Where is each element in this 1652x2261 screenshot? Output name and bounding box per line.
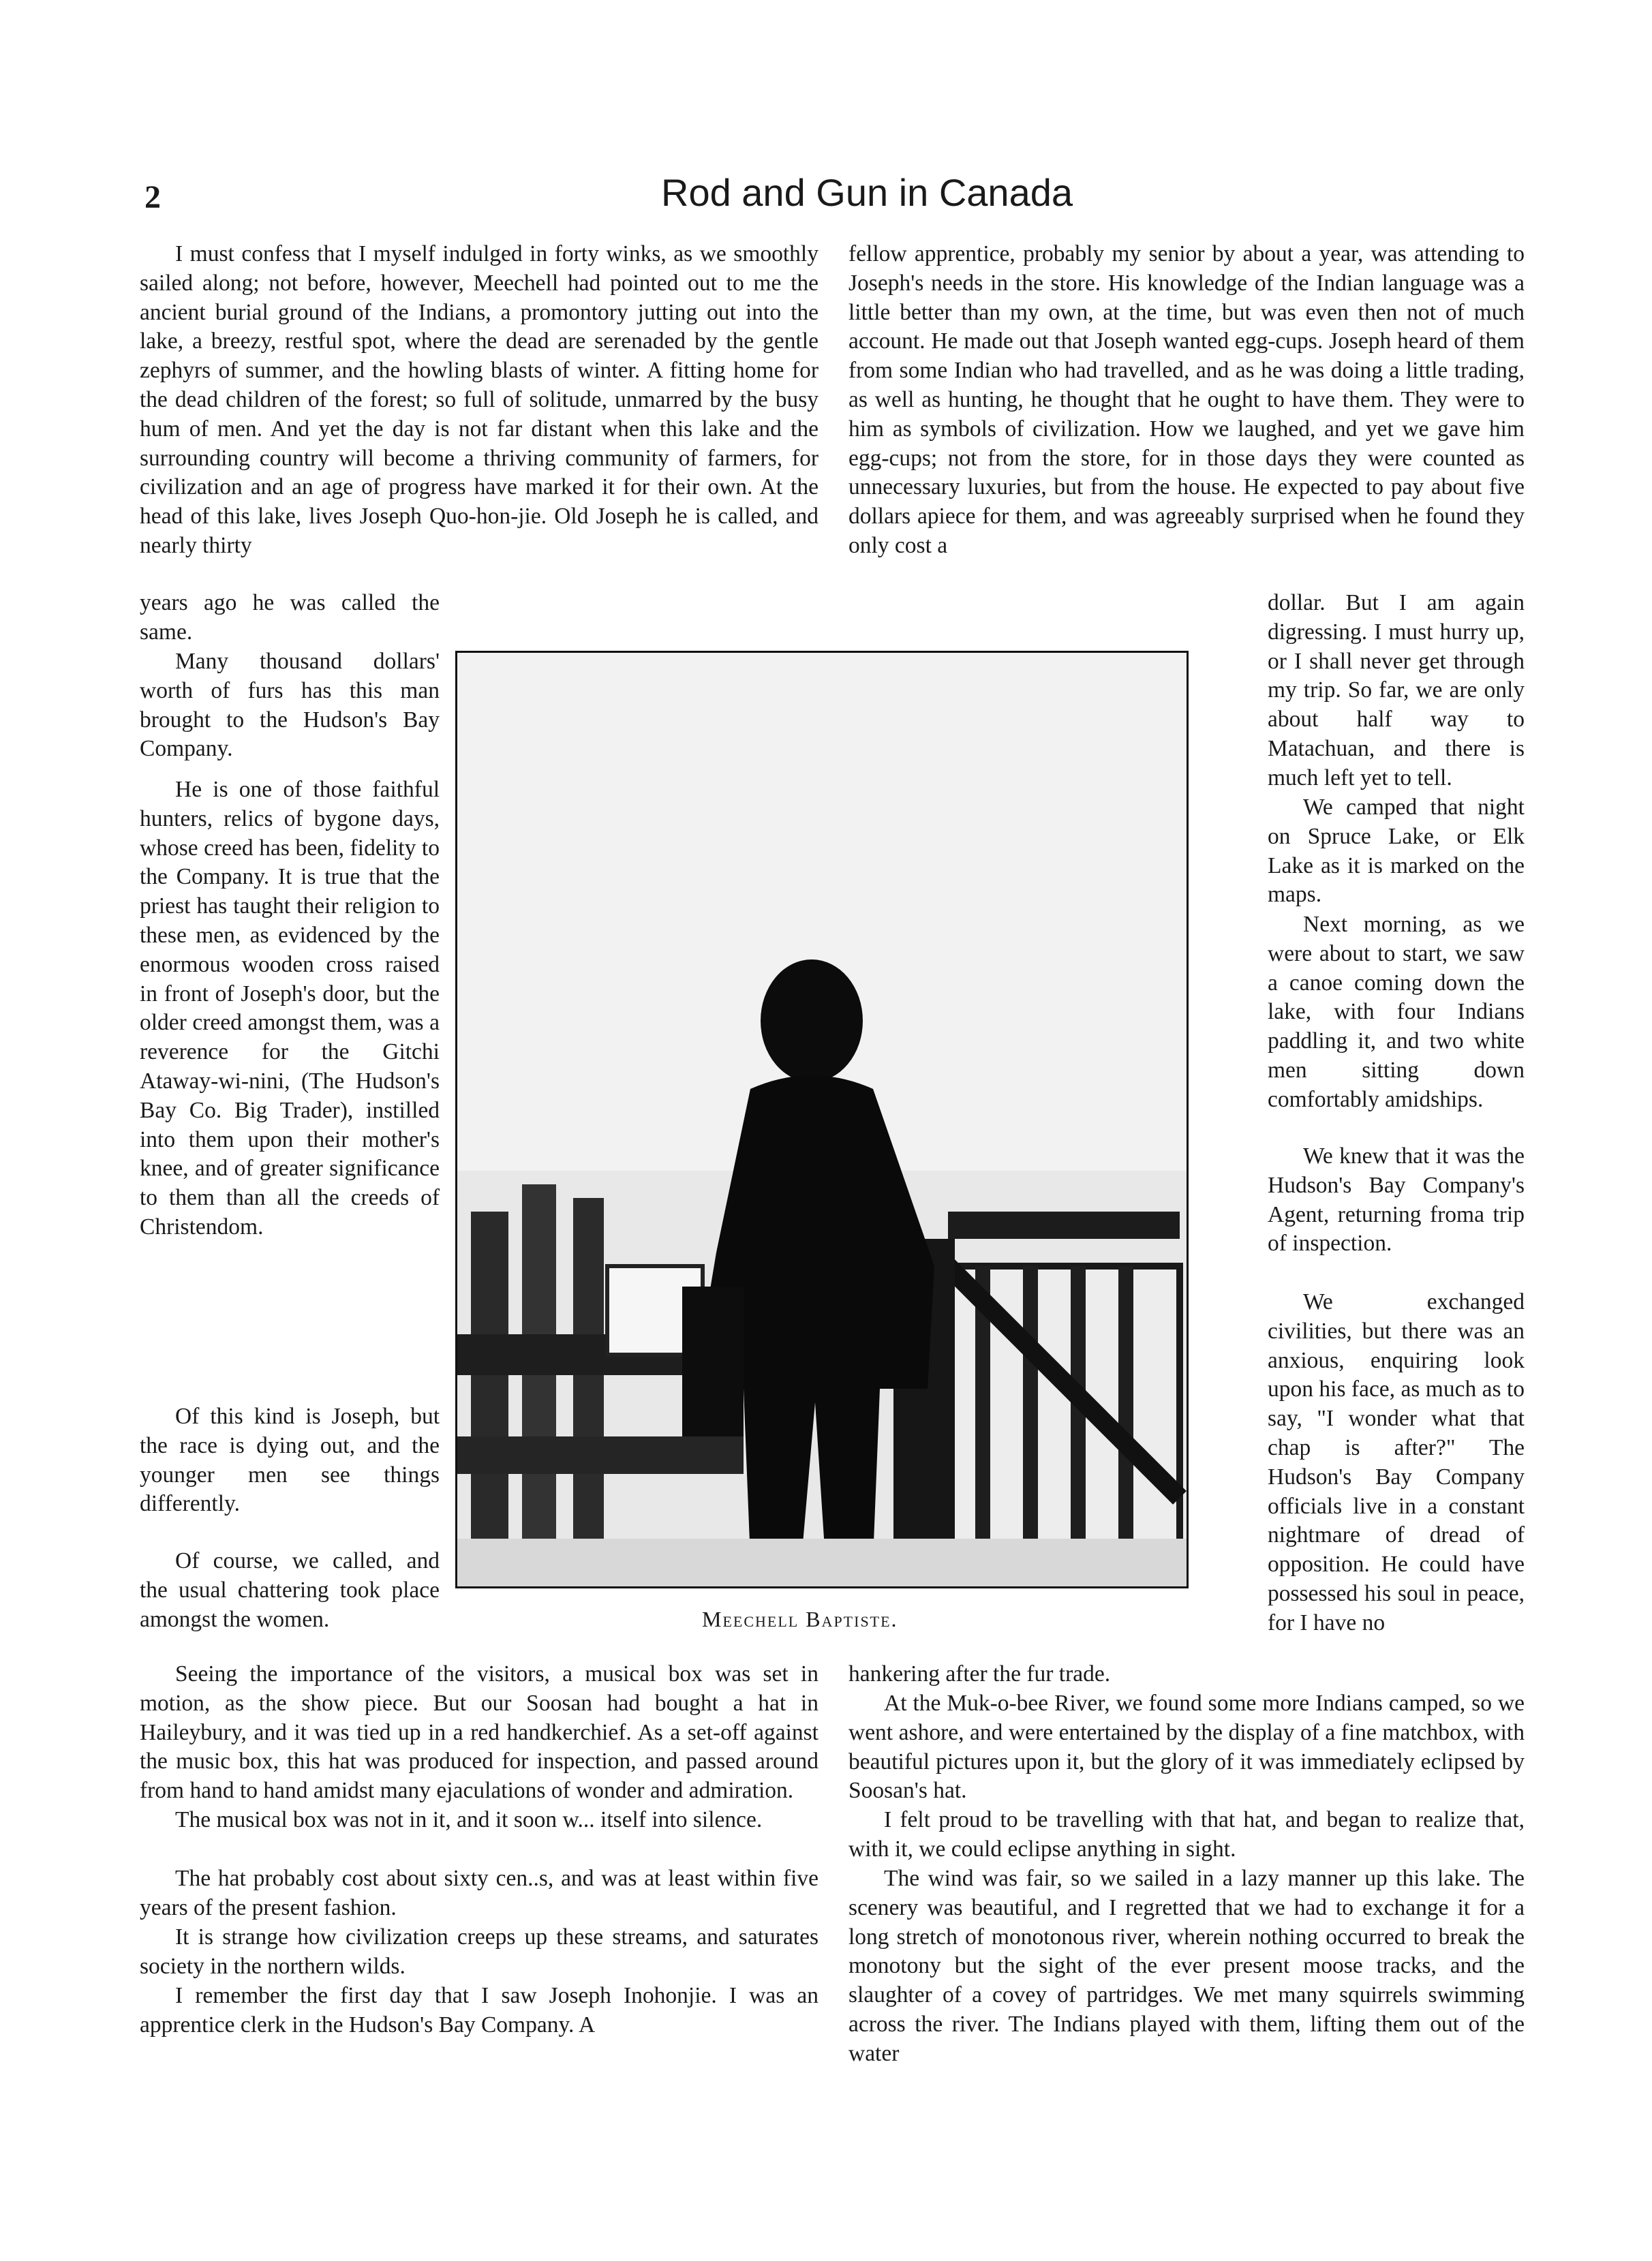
left-paragraph-2: Many thousand dollars' worth of furs has this man brought to the Hudson's Bay Company. <box>140 649 440 762</box>
left-paragraph-10: I remember the first day that I saw Joseph Inohonjie. I was an apprentice clerk in the Hudson's Bay Company. A <box>140 1983 819 2037</box>
right-paragraph-7: I felt proud to be travelling with that hat, and began to realize that, with it, we could eclipse anything in sight. <box>848 1807 1525 1862</box>
photograph <box>455 651 1189 1588</box>
right-paragraph-1-cont: dollar. But I am again digressing. I must hurry up, or I shall never get through my trip. So far, we are only about half way to Matachuan, and there is much left yet to tell. <box>1268 590 1525 790</box>
right-paragraph-3: Next morning, as we were about to start, we saw a canoe coming down the lake, with four Indians paddling it, and two white men sitting down comfortably amidships. <box>1268 912 1525 1112</box>
right-paragraph-2: We camped that night on Spruce Lake, or Elk Lake as it is marked on the maps. <box>1268 795 1525 908</box>
right-paragraph-4: We knew that it was the Hudson's Bay Company's Agent, returning froma trip of inspection. <box>1268 1143 1525 1257</box>
left-paragraph-5: Of course, we called, and the usual chattering took place amongst the women. <box>140 1548 440 1632</box>
left-paragraph-1: I must confess that I myself indulged in forty winks, as we smoothly sailed along; not before, however, Meechell had pointed out to me the ancient burial ground of the Indians, a promontory jutting out into the lake, a breezy, restful spot, where the dead are serenaded by the gentle zephyrs of summer, and the howling blasts of winter. A fitting home for the dead children of the forest; so full of solitude, unmarred by the busy hum of men. And yet the day is not far distant when this lake and the surrounding country will become a thriving community of farmers, for civilization and an age of progress have marked it for their own. At the head of this lake, lives Joseph Quo-hon-jie. Old Joseph he is called, and nearly thirty <box>140 241 819 558</box>
right-paragraph-5: We exchanged civilities, but there was an anxious, enquiring look upon his face, as much as to say, "I wonder what that chap is after?" The Hudson's Bay Company officials live in a constant nightmare of dread of opposition. He could have possessed his soul in peace, for I have no <box>1268 1289 1525 1635</box>
left-paragraph-4: Of this kind is Joseph, but the race is dying out, and the younger men see things differently. <box>140 1404 440 1517</box>
photo-caption: Meechell Baptiste. <box>702 1607 898 1631</box>
left-paragraph-1-cont: years ago he was called the same. <box>140 590 440 645</box>
left-paragraph-8: The hat probably cost about sixty cen..s, and was at least within five years of the present fashion. <box>140 1866 819 1920</box>
running-title: Rod and Gun in Canada <box>661 171 1073 214</box>
photo-of-man-standing-near-fence-icon <box>457 653 1187 1586</box>
left-paragraph-3: He is one of those faithful hunters, relics of bygone days, whose creed has been, fidelity to the Company. It is true that the priest has taught their religion to these men, as evidenced by the enormous wooden cross raised in front of Joseph's door, but the older creed amongst them, was a reverence for the Gitchi Ataway-wi-nini, (The Hudson's Bay Co. Big Trader), instilled into them upon their mother's knee, and of greater significance to them than all the creeds of Christendom. <box>140 777 440 1240</box>
right-paragraph-8: The wind was fair, so we sailed in a lazy manner up this lake. The scenery was beautiful, and I regretted that we had to exchange it for a long stretch of monotonous river, wherein nothing occurred to break the monotony but the sight of the ever present moose tracks, and the slaughter of a covey of partridges. We met many squirrels swimming across the river. The Indians played with them, lifting them out of the water <box>848 1866 1525 2066</box>
right-paragraph-6: At the Muk-o-bee River, we found some more Indians camped, so we went ashore, and were entertained by the display of a fine matchbox, with beautiful pictures upon it, but the glory of it was immediately eclipsed by Soosan's hat. <box>848 1691 1525 1804</box>
right-paragraph-5-cont: hankering after the fur trade. <box>848 1661 1111 1687</box>
left-paragraph-6: Seeing the importance of the visitors, a musical box was set in motion, as the show piece. But our Soosan had bought a hat in Haileybury, and it was tied up in a red handkerchief. As a set-off against the music box, this hat was produced for inspection, and passed around from hand to hand amidst many ejaculations of wonder and admiration. <box>140 1661 819 1804</box>
page-number: 2 <box>144 179 161 215</box>
right-paragraph-1: fellow apprentice, probably my senior by about a year, was attending to Joseph's needs in the store. His knowledge of the Indian language was a little better than my own, at the time, but was even then not of much account. He made out that Joseph wanted egg-cups. Joseph heard of them from some Indian who had travelled, and as he was doing a little trading, as well as hunting, he thought that he ought to have them. They were to him as symbols of civilization. How we laughed, and yet we gave him egg-cups; not from the store, for in those days they were counted as unnecessary luxuries, but from the house. He expected to pay about five dollars apiece for them, and was agreeably surprised when he found they only cost a <box>848 241 1525 558</box>
left-paragraph-9: It is strange how civilization creeps up these streams, and saturates society in the northern wilds. <box>140 1924 819 1979</box>
left-paragraph-7: The musical box was not in it, and it soon w... itself into silence. <box>175 1807 763 1832</box>
